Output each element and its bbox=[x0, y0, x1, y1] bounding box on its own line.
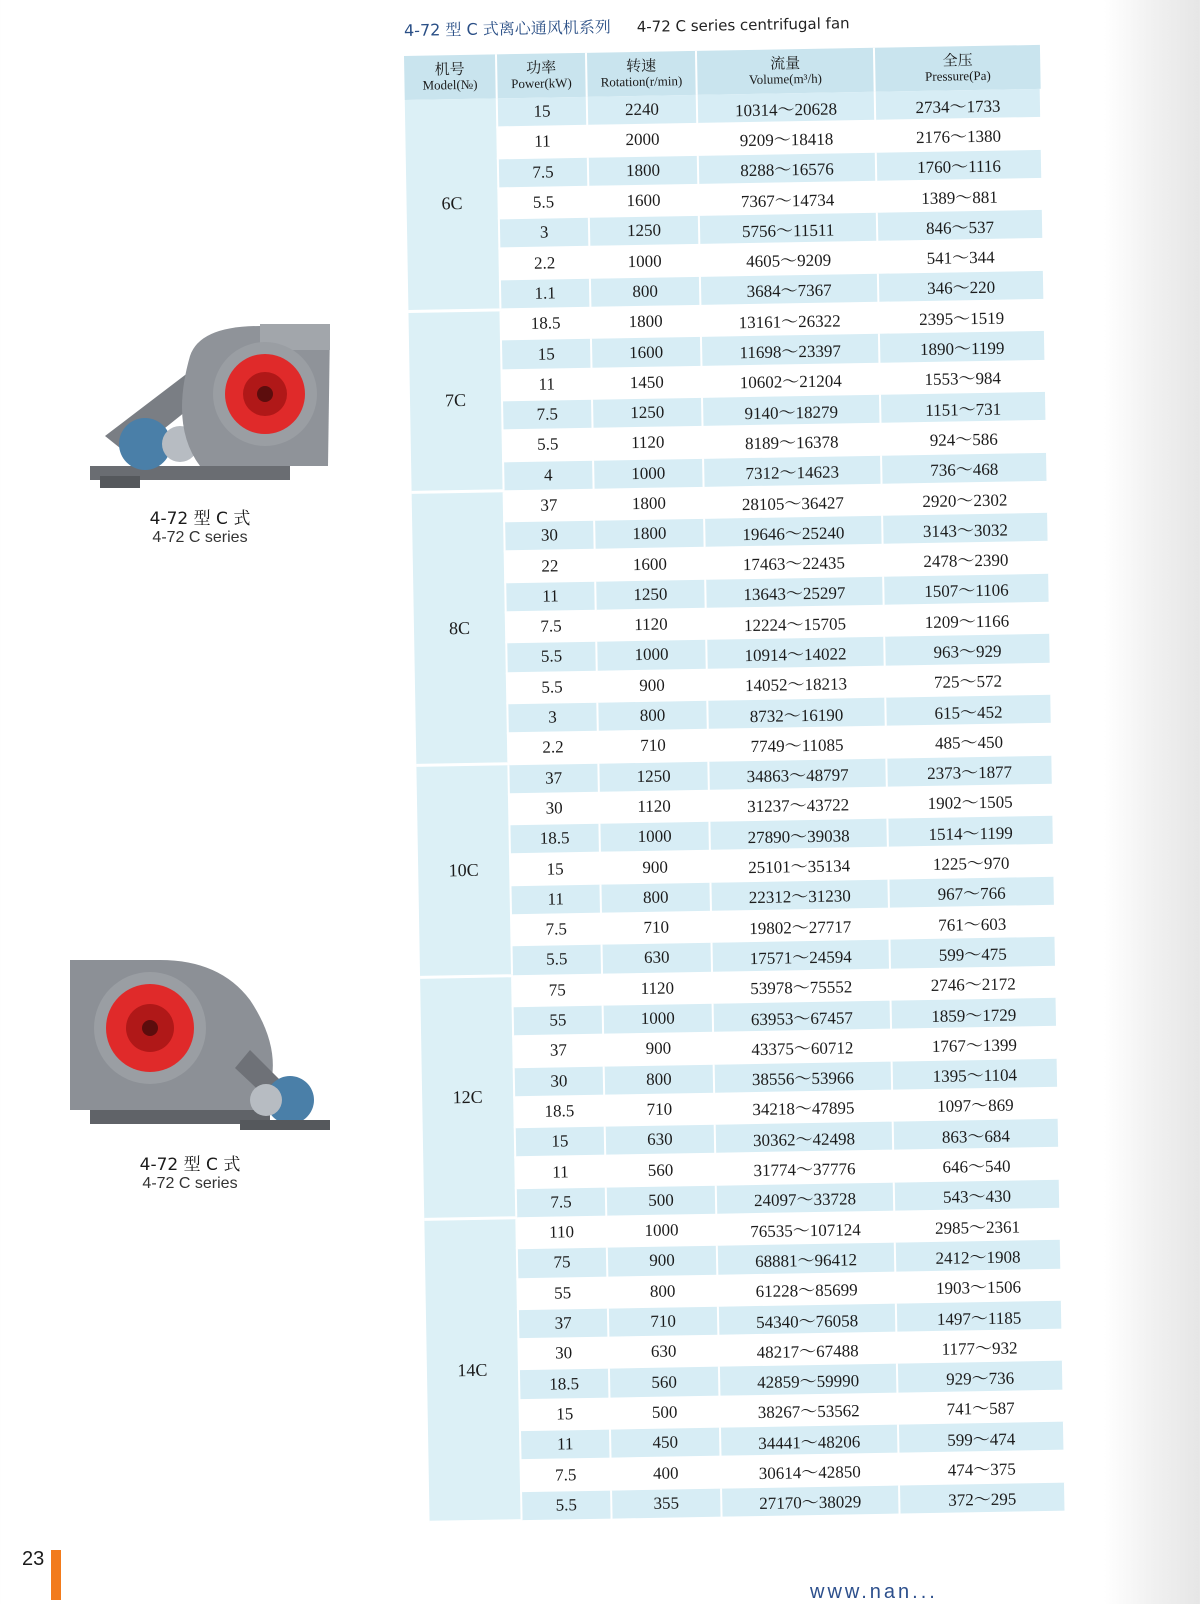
power-cell: 37 bbox=[513, 1035, 604, 1067]
pressure-cell: 1890～1199 bbox=[879, 330, 1046, 363]
pressure-cell: 2412～1908 bbox=[895, 1239, 1062, 1272]
volume-cell: 24097～33728 bbox=[716, 1181, 895, 1214]
power-cell: 15 bbox=[501, 338, 592, 370]
rotation-cell: 1000 bbox=[589, 245, 700, 277]
rotation-cell: 800 bbox=[600, 881, 711, 913]
volume-cell: 19802～27717 bbox=[711, 909, 890, 942]
volume-cell: 30614～42850 bbox=[720, 1454, 899, 1487]
volume-cell: 27170～38029 bbox=[721, 1484, 900, 1517]
pressure-cell: 741～587 bbox=[897, 1390, 1064, 1423]
power-cell: 11 bbox=[510, 883, 601, 915]
volume-cell: 38556～53966 bbox=[714, 1060, 893, 1093]
volume-cell: 7312～14623 bbox=[703, 454, 882, 487]
pressure-cell: 1859～1729 bbox=[891, 997, 1058, 1030]
pressure-cell: 1514～1199 bbox=[887, 815, 1054, 848]
product-caption-cn: 4-72 型 C 式 bbox=[149, 509, 251, 529]
pressure-cell: 1097～869 bbox=[892, 1088, 1059, 1121]
rotation-cell: 1600 bbox=[591, 336, 702, 368]
pressure-cell: 2373～1877 bbox=[886, 754, 1053, 787]
pressure-cell: 346～220 bbox=[878, 270, 1045, 303]
rotation-cell: 710 bbox=[608, 1306, 719, 1338]
rotation-cell: 1120 bbox=[599, 791, 710, 823]
power-cell: 4 bbox=[503, 459, 594, 491]
model-cell: 14C bbox=[424, 1218, 521, 1523]
pressure-cell: 2985～2361 bbox=[894, 1209, 1061, 1242]
volume-cell: 19646～25240 bbox=[704, 515, 883, 548]
volume-cell: 17463～22435 bbox=[705, 545, 884, 578]
pressure-cell: 2920～2302 bbox=[882, 482, 1049, 515]
power-cell: 5.5 bbox=[506, 641, 597, 673]
power-cell: 5.5 bbox=[521, 1489, 612, 1521]
volume-cell: 54340～76058 bbox=[718, 1302, 897, 1335]
volume-cell: 61228～85699 bbox=[717, 1272, 896, 1305]
pressure-cell: 2176～1380 bbox=[875, 118, 1042, 151]
fan-spec-table bbox=[404, 45, 1067, 1524]
pressure-cell: 1225～970 bbox=[888, 845, 1055, 878]
pressure-cell: 599～475 bbox=[889, 936, 1056, 969]
power-cell: 11 bbox=[497, 126, 588, 158]
volume-cell: 68881～96412 bbox=[717, 1242, 896, 1275]
col-header-model: 机号 Model(№) bbox=[404, 54, 497, 100]
volume-cell: 76535～107124 bbox=[716, 1212, 895, 1245]
volume-cell: 34218～47895 bbox=[714, 1090, 893, 1123]
pressure-cell: 967～766 bbox=[888, 875, 1055, 908]
volume-cell: 12224～15705 bbox=[706, 606, 885, 639]
power-cell: 7.5 bbox=[511, 914, 602, 946]
rotation-cell: 800 bbox=[597, 700, 708, 732]
pressure-cell: 485～450 bbox=[886, 724, 1053, 757]
power-cell: 15 bbox=[497, 97, 587, 128]
volume-cell: 8732～16190 bbox=[707, 697, 886, 730]
power-cell: 1.1 bbox=[500, 278, 591, 310]
rotation-cell: 900 bbox=[600, 851, 711, 883]
pressure-cell: 1902～1505 bbox=[887, 785, 1054, 818]
volume-cell: 9209～18418 bbox=[697, 121, 876, 154]
volume-cell: 42859～59990 bbox=[719, 1363, 898, 1396]
power-cell: 2.2 bbox=[499, 247, 590, 279]
rotation-cell: 2000 bbox=[587, 124, 698, 156]
rotation-cell: 900 bbox=[597, 669, 708, 701]
rotation-cell: 630 bbox=[608, 1336, 719, 1368]
power-cell: 15 bbox=[510, 853, 601, 885]
product-caption-en: 4-72 C series bbox=[152, 529, 248, 546]
power-cell: 11 bbox=[520, 1429, 611, 1461]
title-en: 4-72 C series centrifugal fan bbox=[636, 14, 850, 36]
pressure-cell: 963～929 bbox=[884, 633, 1051, 666]
rotation-cell: 560 bbox=[605, 1154, 716, 1186]
model-cell: 12C bbox=[420, 976, 516, 1220]
website-link[interactable]: www.nan... bbox=[810, 1581, 938, 1603]
col-header-pressure: 全压 Pressure(Pa) bbox=[874, 45, 1041, 92]
pressure-cell: 1507～1106 bbox=[883, 573, 1050, 606]
rotation-cell: 1250 bbox=[589, 215, 700, 247]
power-cell: 3 bbox=[507, 702, 598, 734]
volume-cell: 17571～24594 bbox=[712, 939, 891, 972]
power-cell: 7.5 bbox=[498, 156, 589, 188]
power-cell: 2.2 bbox=[508, 732, 599, 764]
rotation-cell: 500 bbox=[609, 1396, 720, 1428]
power-cell: 7.5 bbox=[521, 1459, 612, 1491]
rotation-cell: 1800 bbox=[594, 518, 705, 550]
pressure-cell: 929～736 bbox=[897, 1360, 1064, 1393]
model-cell: 6C bbox=[405, 98, 501, 311]
power-cell: 30 bbox=[504, 520, 595, 552]
pressure-cell: 1903～1506 bbox=[895, 1269, 1062, 1302]
pressure-cell: 599～474 bbox=[898, 1421, 1065, 1454]
pressure-cell: 372～295 bbox=[899, 1481, 1066, 1514]
pressure-cell: 1395～1104 bbox=[892, 1057, 1059, 1090]
volume-cell: 28105～36427 bbox=[704, 485, 883, 518]
rotation-cell: 560 bbox=[609, 1366, 720, 1398]
pressure-cell: 1151～731 bbox=[880, 391, 1047, 424]
pressure-cell: 615～452 bbox=[885, 694, 1052, 727]
volume-cell: 10914～14022 bbox=[706, 636, 885, 669]
pressure-cell: 474～375 bbox=[898, 1451, 1065, 1484]
volume-cell: 4605～9209 bbox=[699, 242, 878, 275]
rotation-cell: 450 bbox=[610, 1427, 721, 1459]
power-cell: 18.5 bbox=[514, 1095, 605, 1127]
rotation-cell: 1600 bbox=[595, 548, 706, 580]
rotation-cell: 355 bbox=[611, 1487, 722, 1519]
centrifugal-fan-image bbox=[50, 950, 330, 1144]
rotation-cell: 710 bbox=[604, 1094, 715, 1126]
power-cell: 5.5 bbox=[498, 187, 589, 219]
rotation-cell: 800 bbox=[604, 1063, 715, 1095]
rotation-cell: 1800 bbox=[588, 154, 699, 186]
rotation-cell: 1800 bbox=[590, 306, 701, 338]
rotation-cell: 800 bbox=[590, 276, 701, 308]
rotation-cell: 1250 bbox=[592, 397, 703, 429]
pressure-cell: 1553～984 bbox=[879, 361, 1046, 394]
rotation-cell: 1120 bbox=[593, 427, 704, 459]
pressure-cell: 736～468 bbox=[881, 451, 1048, 484]
volume-cell: 11698～23397 bbox=[701, 333, 880, 366]
product-caption-en: 4-72 C series bbox=[142, 1175, 238, 1192]
volume-cell: 8189～16378 bbox=[703, 424, 882, 457]
volume-cell: 8288～16576 bbox=[698, 151, 877, 184]
power-cell: 55 bbox=[517, 1277, 608, 1309]
page-accent-bar bbox=[51, 1550, 61, 1600]
volume-cell: 53978～75552 bbox=[712, 969, 891, 1002]
volume-cell: 48217～67488 bbox=[718, 1333, 897, 1366]
rotation-cell: 800 bbox=[607, 1275, 718, 1307]
pressure-cell: 3143～3032 bbox=[882, 512, 1049, 545]
pressure-cell: 725～572 bbox=[885, 663, 1052, 696]
pressure-cell: 863～684 bbox=[893, 1118, 1060, 1151]
product-image-top bbox=[50, 316, 350, 547]
spec-table-container bbox=[404, 45, 1067, 1524]
volume-cell: 3684～7367 bbox=[700, 273, 879, 306]
power-cell: 7.5 bbox=[502, 399, 593, 431]
rotation-cell: 1000 bbox=[593, 457, 704, 489]
rotation-cell: 710 bbox=[598, 730, 709, 762]
volume-cell: 10314～20628 bbox=[697, 92, 875, 124]
catalog-title bbox=[404, 10, 850, 41]
rotation-cell: 1000 bbox=[603, 1003, 714, 1035]
power-cell: 37 bbox=[518, 1308, 609, 1340]
volume-cell: 63953～67457 bbox=[713, 1000, 892, 1033]
power-cell: 5.5 bbox=[503, 429, 594, 461]
power-cell: 15 bbox=[519, 1398, 610, 1430]
model-cell: 7C bbox=[408, 309, 503, 492]
product-image-bottom bbox=[40, 950, 340, 1193]
pressure-cell: 846～537 bbox=[877, 209, 1044, 242]
volume-cell: 5756～11511 bbox=[699, 212, 878, 245]
power-cell: 30 bbox=[509, 793, 600, 825]
rotation-cell: 1600 bbox=[588, 185, 699, 217]
power-cell: 18.5 bbox=[519, 1368, 610, 1400]
volume-cell: 27890～39038 bbox=[709, 818, 888, 851]
volume-cell: 43375～60712 bbox=[713, 1030, 892, 1063]
volume-cell: 9140～18279 bbox=[702, 394, 881, 427]
rotation-cell: 1120 bbox=[602, 972, 713, 1004]
power-cell: 15 bbox=[515, 1126, 606, 1158]
power-cell: 5.5 bbox=[512, 944, 603, 976]
power-cell: 18.5 bbox=[509, 823, 600, 855]
rotation-cell: 400 bbox=[611, 1457, 722, 1489]
volume-cell: 34441～48206 bbox=[720, 1424, 899, 1457]
power-cell: 30 bbox=[518, 1338, 609, 1370]
centrifugal-fan-image bbox=[60, 316, 340, 498]
pressure-cell: 1497～1185 bbox=[896, 1300, 1063, 1333]
power-cell: 37 bbox=[504, 490, 595, 522]
col-header-power: 功率 Power(kW) bbox=[496, 53, 587, 99]
model-cell: 10C bbox=[416, 764, 512, 978]
power-cell: 11 bbox=[501, 368, 592, 400]
volume-cell: 31237～43722 bbox=[709, 788, 888, 821]
volume-cell: 22312～31230 bbox=[710, 878, 889, 911]
power-cell: 7.5 bbox=[516, 1186, 607, 1218]
col-header-volume: 流量 Volume(m³/h) bbox=[696, 48, 875, 95]
volume-cell: 13161～26322 bbox=[700, 303, 879, 336]
volume-cell: 31774～37776 bbox=[715, 1151, 894, 1184]
power-cell: 11 bbox=[515, 1156, 606, 1188]
pressure-cell: 1767～1399 bbox=[891, 1027, 1058, 1060]
volume-cell: 25101～35134 bbox=[710, 848, 889, 881]
power-cell: 18.5 bbox=[500, 308, 591, 340]
volume-cell: 7749～11085 bbox=[708, 727, 887, 760]
page-number: 23 bbox=[22, 1548, 45, 1570]
rotation-cell: 500 bbox=[606, 1184, 717, 1216]
power-cell: 30 bbox=[514, 1065, 605, 1097]
volume-cell: 14052～18213 bbox=[707, 666, 886, 699]
power-cell: 7.5 bbox=[506, 611, 597, 643]
volume-cell: 34863～48797 bbox=[708, 757, 887, 790]
rotation-cell: 1250 bbox=[595, 579, 706, 611]
pressure-cell: 1760～1116 bbox=[876, 148, 1043, 181]
title-cn: 4-72 型 C 式离心通风机系列 bbox=[403, 17, 611, 40]
volume-cell: 13643～25297 bbox=[705, 575, 884, 608]
rotation-cell: 1000 bbox=[596, 639, 707, 671]
rotation-cell: 630 bbox=[602, 942, 713, 974]
pressure-cell: 543～430 bbox=[894, 1178, 1061, 1211]
pressure-cell: 1209～1166 bbox=[884, 603, 1051, 636]
rotation-cell: 1450 bbox=[591, 367, 702, 399]
pressure-cell: 761～603 bbox=[889, 906, 1056, 939]
pressure-cell: 646～540 bbox=[893, 1148, 1060, 1181]
power-cell: 3 bbox=[499, 217, 590, 249]
table-body bbox=[405, 89, 1066, 1523]
rotation-cell: 1250 bbox=[598, 760, 709, 792]
power-cell: 55 bbox=[513, 1005, 604, 1037]
pressure-cell: 2734～1733 bbox=[875, 89, 1041, 121]
pressure-cell: 2746～2172 bbox=[890, 966, 1057, 999]
power-cell: 75 bbox=[512, 974, 603, 1006]
rotation-cell: 2240 bbox=[587, 95, 697, 126]
power-cell: 22 bbox=[505, 550, 596, 582]
volume-cell: 10602～21204 bbox=[701, 363, 880, 396]
col-header-rotation: 转速 Rotation(r/min) bbox=[586, 51, 697, 97]
model-cell: 8C bbox=[412, 491, 509, 765]
rotation-cell: 900 bbox=[607, 1245, 718, 1277]
pressure-cell: 2478～2390 bbox=[883, 542, 1050, 575]
volume-cell: 30362～42498 bbox=[715, 1121, 894, 1154]
pressure-cell: 1177～932 bbox=[896, 1330, 1063, 1363]
power-cell: 110 bbox=[516, 1217, 607, 1249]
rotation-cell: 1120 bbox=[596, 609, 707, 641]
pressure-cell: 924～586 bbox=[880, 421, 1047, 454]
volume-cell: 7367～14734 bbox=[698, 182, 877, 215]
product-caption-cn: 4-72 型 C 式 bbox=[139, 1155, 241, 1175]
rotation-cell: 1000 bbox=[606, 1215, 717, 1247]
rotation-cell: 1000 bbox=[599, 821, 710, 853]
power-cell: 11 bbox=[505, 580, 596, 612]
power-cell: 5.5 bbox=[507, 671, 598, 703]
rotation-cell: 630 bbox=[605, 1124, 716, 1156]
pressure-cell: 2395～1519 bbox=[878, 300, 1045, 333]
rotation-cell: 710 bbox=[601, 912, 712, 944]
power-cell: 37 bbox=[508, 762, 599, 794]
power-cell: 75 bbox=[517, 1247, 608, 1279]
pressure-cell: 1389～881 bbox=[876, 179, 1043, 212]
pressure-cell: 541～344 bbox=[877, 239, 1044, 272]
rotation-cell: 900 bbox=[603, 1033, 714, 1065]
rotation-cell: 1800 bbox=[594, 488, 705, 520]
volume-cell: 38267～53562 bbox=[719, 1393, 898, 1426]
